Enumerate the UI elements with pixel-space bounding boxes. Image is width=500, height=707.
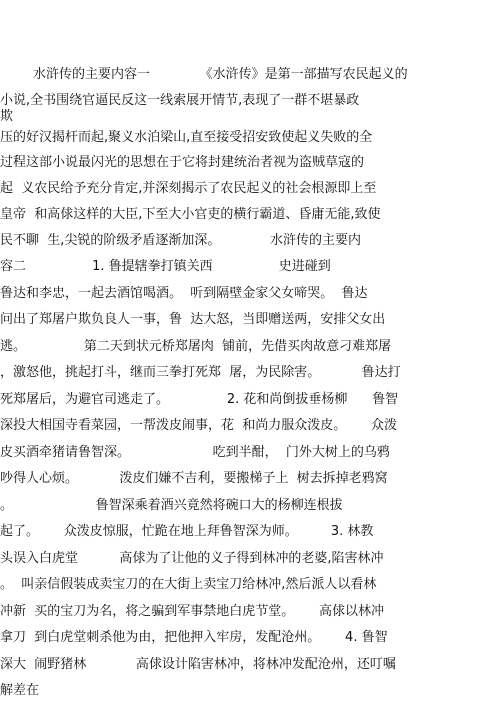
text-line [0, 678, 500, 704]
text-line [0, 493, 500, 519]
text-line [0, 202, 500, 228]
line-text: 鲁达和李忠，一起去酒馆喝酒。 听到隔壁金家父女啼哭。 鲁达 [0, 286, 368, 301]
text-line [0, 546, 500, 572]
text-line [0, 652, 500, 678]
line-text: 皇帝 和高俅这样的大臣,下至大小官吏的横行霸道、昏庸无能,致使 [0, 207, 381, 222]
line-text: 深大 闹野猪林 高俅设计陷害林冲，将林冲发配沧州，还叮嘱 [0, 657, 396, 672]
text-line [0, 307, 500, 333]
text-line [0, 254, 500, 280]
text-line [0, 360, 500, 386]
line-text: 头误入白虎堂 高俅为了让他的义子得到林冲的老婆,陷害林冲 [0, 551, 384, 566]
text-line [0, 572, 500, 598]
line-text: 。 叫亲信假装成卖宝刀的在大街上卖宝刀给林冲,然后派人以看林 [0, 577, 377, 592]
line-text: 民不聊 生,尖锐的阶级矛盾逐渐加深。 水浒传的主要内 [0, 233, 361, 248]
line-text: 死郑屠后，为避官司逃走了。 2. 花和尚倒拔垂杨柳 鲁智 [0, 392, 399, 407]
text-line [0, 625, 500, 651]
line-text: 深投大相国寺看菜园，一帮泼皮闹事，花 和尚力服众泼皮。 众泼 [0, 418, 398, 433]
text-line [0, 334, 500, 360]
text-line [0, 440, 500, 466]
text-line [0, 387, 500, 413]
line-text: 压的好汉揭杆而起,聚义水泊梁山,直至接受招安致使起义失败的全 [0, 130, 373, 145]
text-line [0, 599, 500, 625]
line-text: 逃。 第二天到状元桥郑屠肉 铺前，先借买肉故意刁难郑屠 [0, 339, 392, 354]
line-text: 小说,全书围绕官逼民反这一线索展开情节,表现了一群不堪暴政 [0, 93, 360, 108]
text-line [0, 62, 500, 88]
line-text: 。 鲁智深乘着酒兴竟然将碗口大的杨柳连根拔 [0, 498, 343, 513]
line-text: 拿刀 到白虎堂刺杀他为由，把他押入牢房，发配沧州。 4. 鲁智 [0, 630, 388, 645]
line-text: 容二 1. 鲁提辖拳打镇关西 史进碰到 [0, 259, 331, 274]
text-line [0, 125, 500, 151]
text-line [0, 281, 500, 307]
line-text: 问出了郑屠户欺负良人一事，鲁 达大怒，当即赠送两，安排父女出 [0, 312, 386, 327]
line-text: 起了。 众泼皮惊服，忙跪在地上拜鲁智深为师。 3. 林教 [0, 524, 374, 539]
line-text: 过程这部小说最闪光的思想在于它将封建统治者视为盗贼草寇的 [0, 155, 365, 170]
line-text: 欺 [0, 109, 14, 124]
text-line [0, 413, 500, 439]
line-text: 皮买酒牵猪请鲁智深。 吃到半酣， 门外大树上的乌鸦 [0, 445, 390, 460]
line-text: 解差在 [0, 683, 40, 698]
text-line [0, 228, 500, 254]
text-line [0, 466, 500, 492]
line-text: 吵得人心烦。 泼皮们嫌不吉利，要搬梯子上 树去拆掉老鸦窝 [0, 471, 388, 486]
text-line [0, 150, 500, 176]
line-text: 冲新 买的宝刀为名，将之骗到军事禁地白虎节堂。 高俅以林冲 [0, 604, 385, 619]
text-line [0, 519, 500, 545]
line-text: 水浒传的主要内容一 《水浒传》是第一部描写农民起义的 [0, 67, 408, 82]
line-text: ，激怒他，挑起打斗，继而三拳打死郑 屠，为民除害。 鲁达打 [0, 365, 401, 380]
text-line [0, 176, 500, 202]
line-text: 起 义农民给予充分肯定,并深刻揭示了农民起义的社会根源即上至 [0, 181, 377, 196]
